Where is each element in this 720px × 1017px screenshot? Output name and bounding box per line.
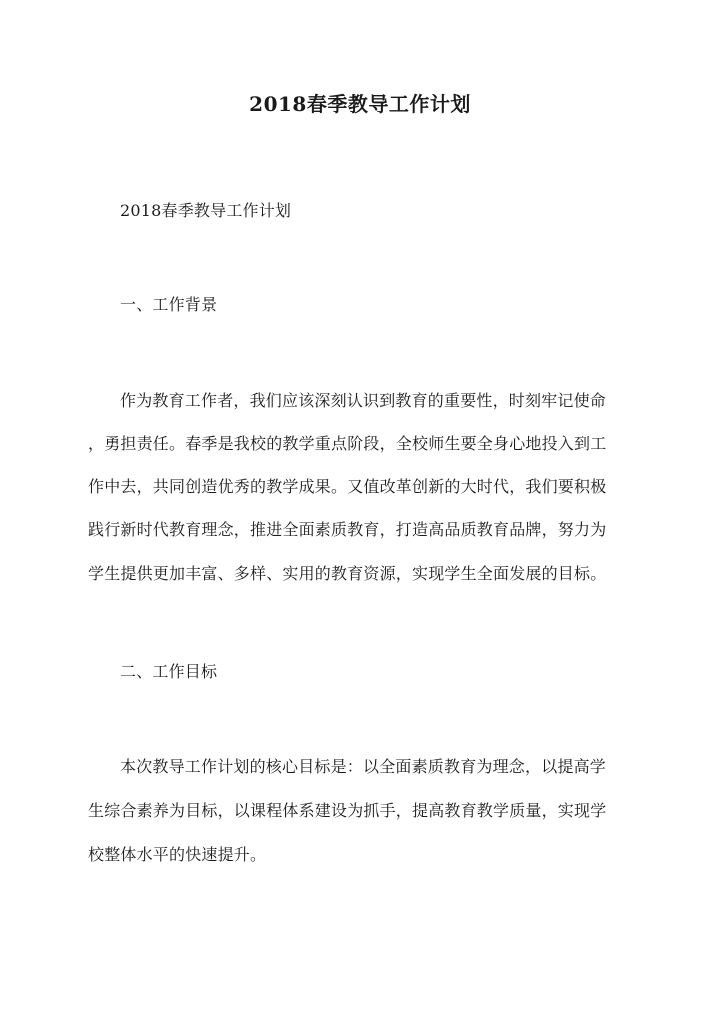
- paragraph-line: 本次教导工作计划的核心目标是：以全面素质教育为理念，以提高学: [120, 757, 607, 776]
- paragraph-line: 作中去，共同创造优秀的教学成果。又值改革创新的大时代，我们要积极: [88, 477, 607, 496]
- paragraph-line: 作为教育工作者，我们应该深刻认识到教育的重要性，时刻牢记使命: [120, 391, 607, 410]
- section-heading-background: 一、工作背景: [120, 295, 218, 314]
- paragraph-line: 学生提供更加丰富、多样、实用的教育资源，实现学生全面发展的目标。: [88, 564, 607, 583]
- paragraph-line: ，勇担责任。春季是我校的教学重点阶段，全校师生要全身心地投入到工: [88, 434, 607, 453]
- paragraph-line: 生综合素养为目标，以课程体系建设为抓手，提高教育教学质量，实现学: [88, 801, 607, 820]
- document-subtitle: 2018春季教导工作计划: [120, 201, 292, 220]
- document-title: 2018春季教导工作计划: [249, 92, 471, 116]
- section-heading-goals: 二、工作目标: [120, 662, 218, 681]
- paragraph-line: 校整体水平的快速提升。: [88, 845, 267, 864]
- paragraph-line: 践行新时代教育理念，推进全面素质教育，打造高品质教育品牌，努力为: [88, 520, 607, 539]
